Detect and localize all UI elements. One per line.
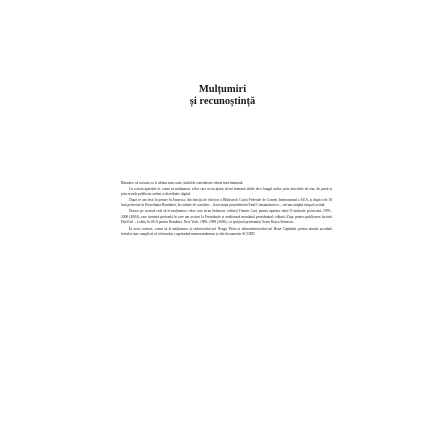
paragraph: Cu ocazia apariției ei, vreau să mulțumesc celor care m-au ajutat să-mi transmit ideile de-a lungul anilor, prin articolele de ziar, de presă și prin textele publicate online și distribuite digital. [121,186,332,197]
chapter-body [121,181,332,238]
paragraph: Bănuiesc că aceasta va fi ultima mea carte, luând în considerare vârsta mea înaintată. [121,181,244,185]
chapter-title-line-2: și recunoștință [189,96,256,107]
paragraph: După ce am ieșit la pensie în America, din funcția de director a Bibliotecii Curții Federale de Comerț Internațional a SUA, și după cele 18 luni petrecute la Președinția României, în calitate de consilier – la invitația președintelui Emil Constantinescu –, mi-am umplut timpul scriind. [121,197,332,208]
chapter-title-line-1: Mulțumiri [198,84,247,95]
chapter-title [0,84,445,108]
paragraph: Doresc pe această cale să le mulțumesc celor care m-au îndatorat: editurii Themis Cart, pentru apariția cărții O mărturie provocată, 1995–2000 (2004), care tratează perioada în care am activat la Președinție și analizează mandatul prezidențial; editurii Ziua, pentru publicarea lucrării Din Exil – Lobby în SUA pentru România. New York, 1990–1998 (2006), cu sprijinul prietenului Sorin Roșca Stănescu. [121,208,332,225]
paragraph: În acest context, vreau să le mulțumesc și redactorului-șef Neagu Theta și tehnoredactorului-șef Rena Căpățână, pentru atenția acordată textului mai complicat al volumului, cuprinzând memorandumuri și alte documente ACORD [121,226,332,237]
